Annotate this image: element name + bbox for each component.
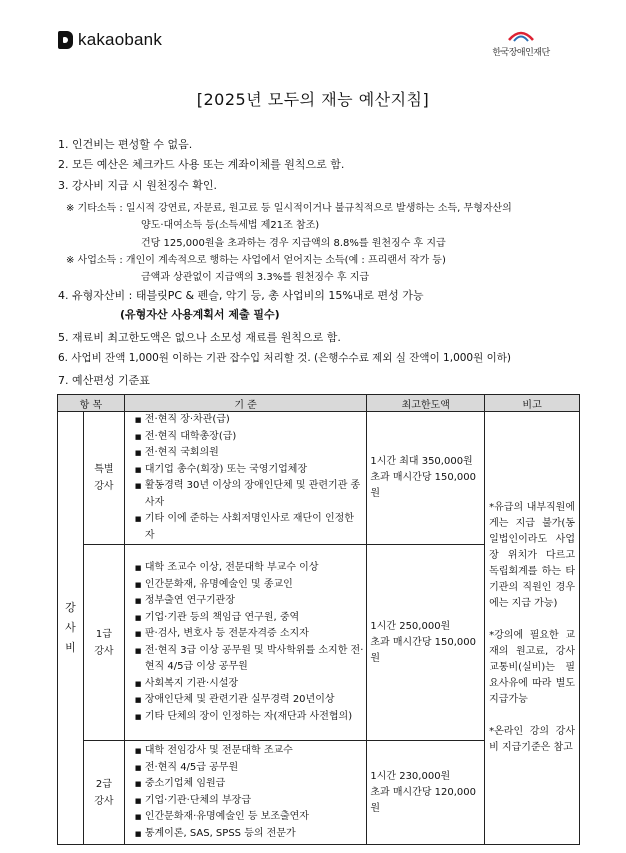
page-title: [2025년 모두의 재능 예산지침]: [196, 90, 430, 109]
criteria-cell: [124, 545, 366, 741]
list-item: ■ 장애인단체 및 관련기관 실무경력 20년이상: [135, 692, 366, 709]
tax-other-line1: ※ 기타소득 : 일시적 강연료, 자문료, 원고료 등 일시적이거나 불규칙적으로 발생하는 소득, 무형자산의: [66, 203, 512, 214]
list-item: ■ 중소기업체 임원급: [135, 776, 366, 793]
tax-other-line3: 건당 125,000원을 초과하는 경우 지급액의 8.8%를 원천징수 후 지급: [141, 238, 446, 249]
list-item: ■ 기업·기관·단체의 부장급: [135, 793, 366, 810]
list-item: ■ 전·현직 대학총장(급): [135, 429, 366, 446]
criteria-cell: [124, 412, 366, 545]
header-item: 항 목: [58, 395, 125, 412]
guideline-4: 4. 유형자산비 : 태블릿PC & 펜슬, 악기 등, 총 사업비의 15%내로 편성 가능: [58, 289, 424, 302]
table-row: [58, 412, 580, 545]
list-item: ■ 대학 조교수 이상, 전문대학 부교수 이상: [135, 560, 366, 577]
limit-cell: 1시간 250,000원 초과 매시간당 150,000원: [367, 545, 485, 741]
criteria-list: [125, 743, 366, 842]
list-item: ■ 판·검사, 변호사 등 전문자격증 소지자: [135, 626, 366, 643]
guideline-2: 2. 모든 예산은 체크카드 사용 또는 계좌이체를 원칙으로 함.: [58, 158, 345, 171]
list-item: ■ 전·현직 국회의원: [135, 445, 366, 462]
limit-cell: 1시간 최대 350,000원 초과 매시간당 150,000원: [367, 412, 485, 545]
list-item: ■ 기타 이에 준하는 사회저명인사로 재단이 인정한 자: [135, 511, 366, 544]
list-item: ■ 전·현직 4/5급 공무원: [135, 760, 366, 777]
foundation-logo: [476, 28, 566, 58]
remarks-cell: *유급의 내부직원에게는 지급 불가(동일법인이라도 사업장 위치가 다르고 독립회계를 하는 타 기관의 직원인 경우에는 지급 가능) *강의에 필요한 교재의 원고료, 강사 교통비(실비)는 필요사유에 따라 별도 지급가능 *온라인 강의 강사비 지급기준은 참고: [485, 412, 580, 845]
guideline-5: 5. 재료비 최고한도액은 없으나 소모성 재료를 원칙으로 함.: [58, 331, 341, 344]
list-item: ■ 인간문화재, 유명예술인 및 종교인: [135, 577, 366, 594]
foundation-emblem-icon: [506, 28, 536, 44]
kakaobank-icon: [58, 31, 73, 49]
list-item: ■ 통계이론, SAS, SPSS 등의 전문가: [135, 826, 366, 843]
header-limit: 최고한도액: [367, 395, 485, 412]
list-item: ■ 인간문화재·유명예술인 등 보조출연자: [135, 809, 366, 826]
guideline-7: 7. 예산편성 기준표: [58, 374, 150, 387]
header-criteria: 기 준: [124, 395, 366, 412]
grade-cell: 특별 강사: [83, 412, 124, 545]
guideline-1: 1. 인건비는 편성할 수 없음.: [58, 138, 193, 151]
guideline-4-note: (유형자산 사용계획서 제출 필수): [120, 308, 280, 321]
criteria-list: [125, 412, 366, 544]
table-header-row: [58, 395, 580, 412]
category-cell: 강 사 비: [58, 412, 84, 845]
list-item: ■ 전·현직 3급 이상 공무원 및 박사학위를 소지한 전·현직 4/5급 이상 공무원: [135, 643, 366, 676]
guideline-3: 3. 강사비 지급 시 원천징수 확인.: [58, 179, 217, 192]
list-item: ■ 활동경력 30년 이상의 장애인단체 및 관련기관 종사자: [135, 478, 366, 511]
criteria-cell: [124, 741, 366, 845]
criteria-list: [125, 560, 366, 725]
foundation-name: 한국장애인재단: [492, 48, 550, 58]
list-item: ■ 정부출연 연구기관장: [135, 593, 366, 610]
list-item: ■ 대기업 총수(회장) 또는 국영기업체장: [135, 462, 366, 479]
brand-name: kakaobank: [78, 30, 163, 49]
list-item: ■ 사회복지 기관·시설장: [135, 676, 366, 693]
list-item: ■ 기타 단체의 장이 인정하는 자(재단과 사전협의): [135, 709, 366, 726]
kakaobank-logo: [58, 30, 162, 50]
tax-biz-line2: 금액과 상관없이 지급액의 3.3%를 원천징수 후 지급: [141, 272, 370, 283]
grade-cell: 1급 강사: [83, 545, 124, 741]
list-item: ■ 기업·기관 등의 책임급 연구원, 중역: [135, 610, 366, 627]
guideline-6: 6. 사업비 잔액 1,000원 이하는 기관 잡수입 처리할 것. (은행수수료 제외 실 잔액이 1,000원 이하): [58, 352, 511, 364]
header-remarks: 비고: [485, 395, 580, 412]
tax-other-line2: 양도·대여소득 등(소득세법 제21조 참조): [141, 220, 320, 231]
limit-cell: 1시간 230,000원 초과 매시간당 120,000원: [367, 741, 485, 845]
budget-criteria-table: [57, 394, 580, 845]
list-item: ■ 대학 전임강사 및 전문대학 조교수: [135, 743, 366, 760]
tax-biz-line1: ※ 사업소득 : 개인이 계속적으로 행하는 사업에서 얻어지는 소득(예 : 프리랜서 작가 등): [66, 255, 446, 266]
grade-cell: 2급 강사: [83, 741, 124, 845]
list-item: ■ 전·현직 장·차관(급): [135, 412, 366, 429]
